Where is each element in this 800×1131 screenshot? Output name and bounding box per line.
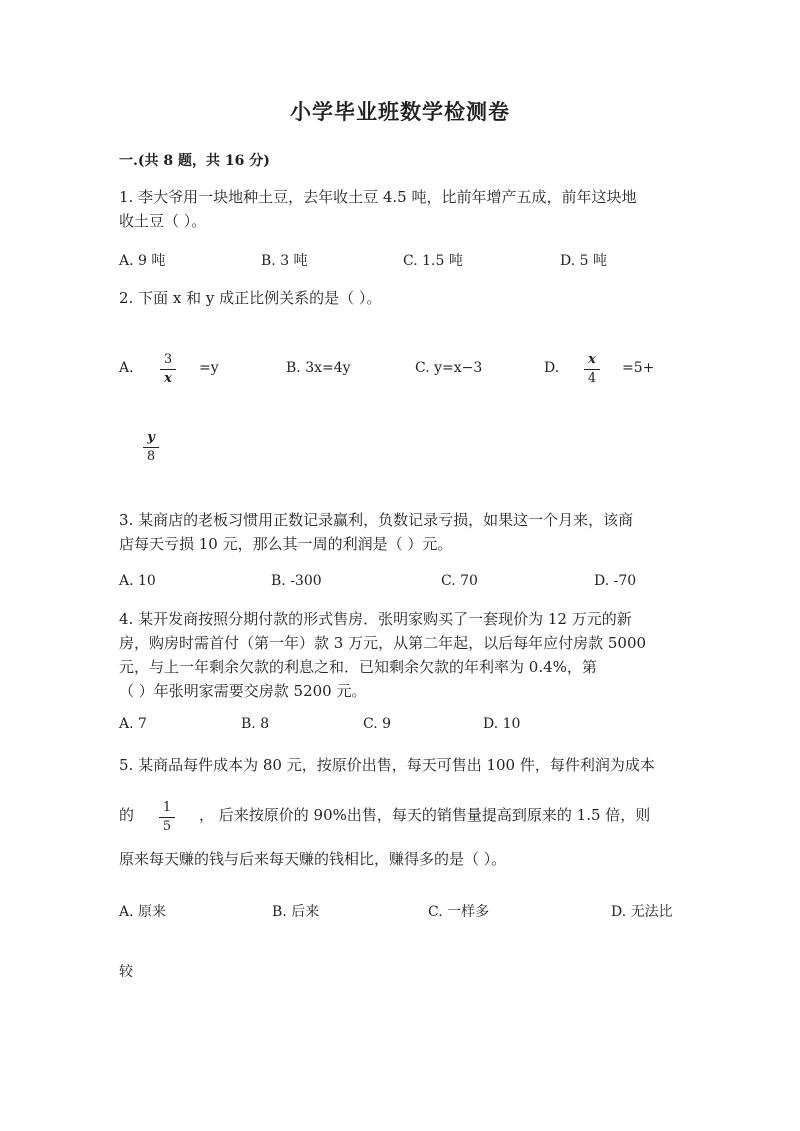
fraction-numerator: 1 xyxy=(162,800,172,815)
question-5-line-3: 原来每天赚的钱与后来每天赚的钱相比，赚得多的是（ ）。 xyxy=(119,850,507,868)
question-4-line-2: 房，购房时需首付（第一年）款 3 万元，从第二年起，以后每年应付房款 5000 xyxy=(119,634,647,652)
fraction-bar xyxy=(159,817,175,818)
fraction-denominator: 8 xyxy=(146,449,156,464)
fraction-bar xyxy=(160,369,176,370)
question-2-option-d-fraction xyxy=(582,352,602,387)
question-5-option-d: D. 无法比 xyxy=(611,904,673,920)
question-5-line-2-start: 的 xyxy=(119,806,135,824)
question-4-line-4: （ ）年张明家需要交房款 5200 元。 xyxy=(119,682,367,700)
question-1-option-d: D. 5 吨 xyxy=(560,253,607,269)
question-1-line-1: 1. 李大爷用一块地种土豆，去年收土豆 4.5 吨，比前年增产五成，前年这块地 xyxy=(119,188,637,206)
question-2-option-a-tail: =y xyxy=(199,360,219,376)
fraction-denominator: x xyxy=(164,371,172,386)
page-title: 小学毕业班数学检测卷 xyxy=(290,99,510,124)
fraction-numerator: y xyxy=(147,430,155,445)
question-2-option-d-tail: =5+ xyxy=(622,360,655,376)
fraction-bar xyxy=(143,447,159,448)
question-3-option-c: C. 70 xyxy=(441,573,478,589)
question-4-option-b: B. 8 xyxy=(241,716,270,732)
question-1-option-c: C. 1.5 吨 xyxy=(403,253,463,269)
question-2-option-a-label: A. xyxy=(119,360,134,376)
question-3-option-d: D. -70 xyxy=(594,573,637,589)
question-3-option-b: B. -300 xyxy=(271,573,322,589)
question-1-line-2: 收土豆（ ）。 xyxy=(119,212,207,230)
question-5-option-b: B. 后来 xyxy=(272,904,320,920)
question-2-option-c: C. y=x−3 xyxy=(415,360,483,376)
fraction-denominator: 4 xyxy=(587,371,597,386)
question-5-line-2-rest: ， 后来按原价的 90%出售，每天的销售量提高到原来的 1.5 倍，则 xyxy=(199,806,651,824)
section-heading: 一.(共 8 题，共 16 分) xyxy=(119,153,270,169)
question-4-option-c: C. 9 xyxy=(363,716,392,732)
question-3-line-1: 3. 某商店的老板习惯用正数记录赢利，负数记录亏损，如果这一个月来，该商 xyxy=(119,511,634,529)
fraction-denominator: 5 xyxy=(162,819,172,834)
question-2-option-a-fraction xyxy=(158,352,178,387)
question-4-option-a: A. 7 xyxy=(119,716,147,732)
fraction-bar xyxy=(584,369,600,370)
fraction-numerator: 3 xyxy=(163,352,173,367)
question-3-option-a: A. 10 xyxy=(119,573,156,589)
question-5-line-1: 5. 某商品每件成本为 80 元，按原价出售，每天可售出 100 件，每件利润为成本 xyxy=(119,756,655,774)
question-5-option-c: C. 一样多 xyxy=(428,904,490,920)
question-1-option-b: B. 3 吨 xyxy=(261,253,308,269)
question-4-option-d: D. 10 xyxy=(483,716,521,732)
question-2-stem: 2. 下面 x 和 y 成正比例关系的是（ ）。 xyxy=(119,289,382,307)
question-5-option-d-wrap: 较 xyxy=(119,964,133,980)
question-4-line-1: 4. 某开发商按照分期付款的形式售房．张明家购买了一套现价为 12 万元的新 xyxy=(119,610,632,628)
question-5-option-a: A. 原来 xyxy=(119,904,167,920)
question-2-option-d-label: D. xyxy=(544,360,560,376)
question-2-option-d-fraction-2 xyxy=(141,430,161,465)
question-3-line-2: 店每天亏损 10 元，那么其一周的利润是（ ）元。 xyxy=(119,535,453,553)
question-1-option-a: A. 9 吨 xyxy=(119,253,166,269)
question-5-fraction xyxy=(157,800,177,835)
question-2-option-b: B. 3x=4y xyxy=(286,360,351,376)
fraction-numerator: x xyxy=(588,352,596,367)
question-4-line-3: 元，与上一年剩余欠款的利息之和．已知剩余欠款的年利率为 0.4%，第 xyxy=(119,658,597,676)
